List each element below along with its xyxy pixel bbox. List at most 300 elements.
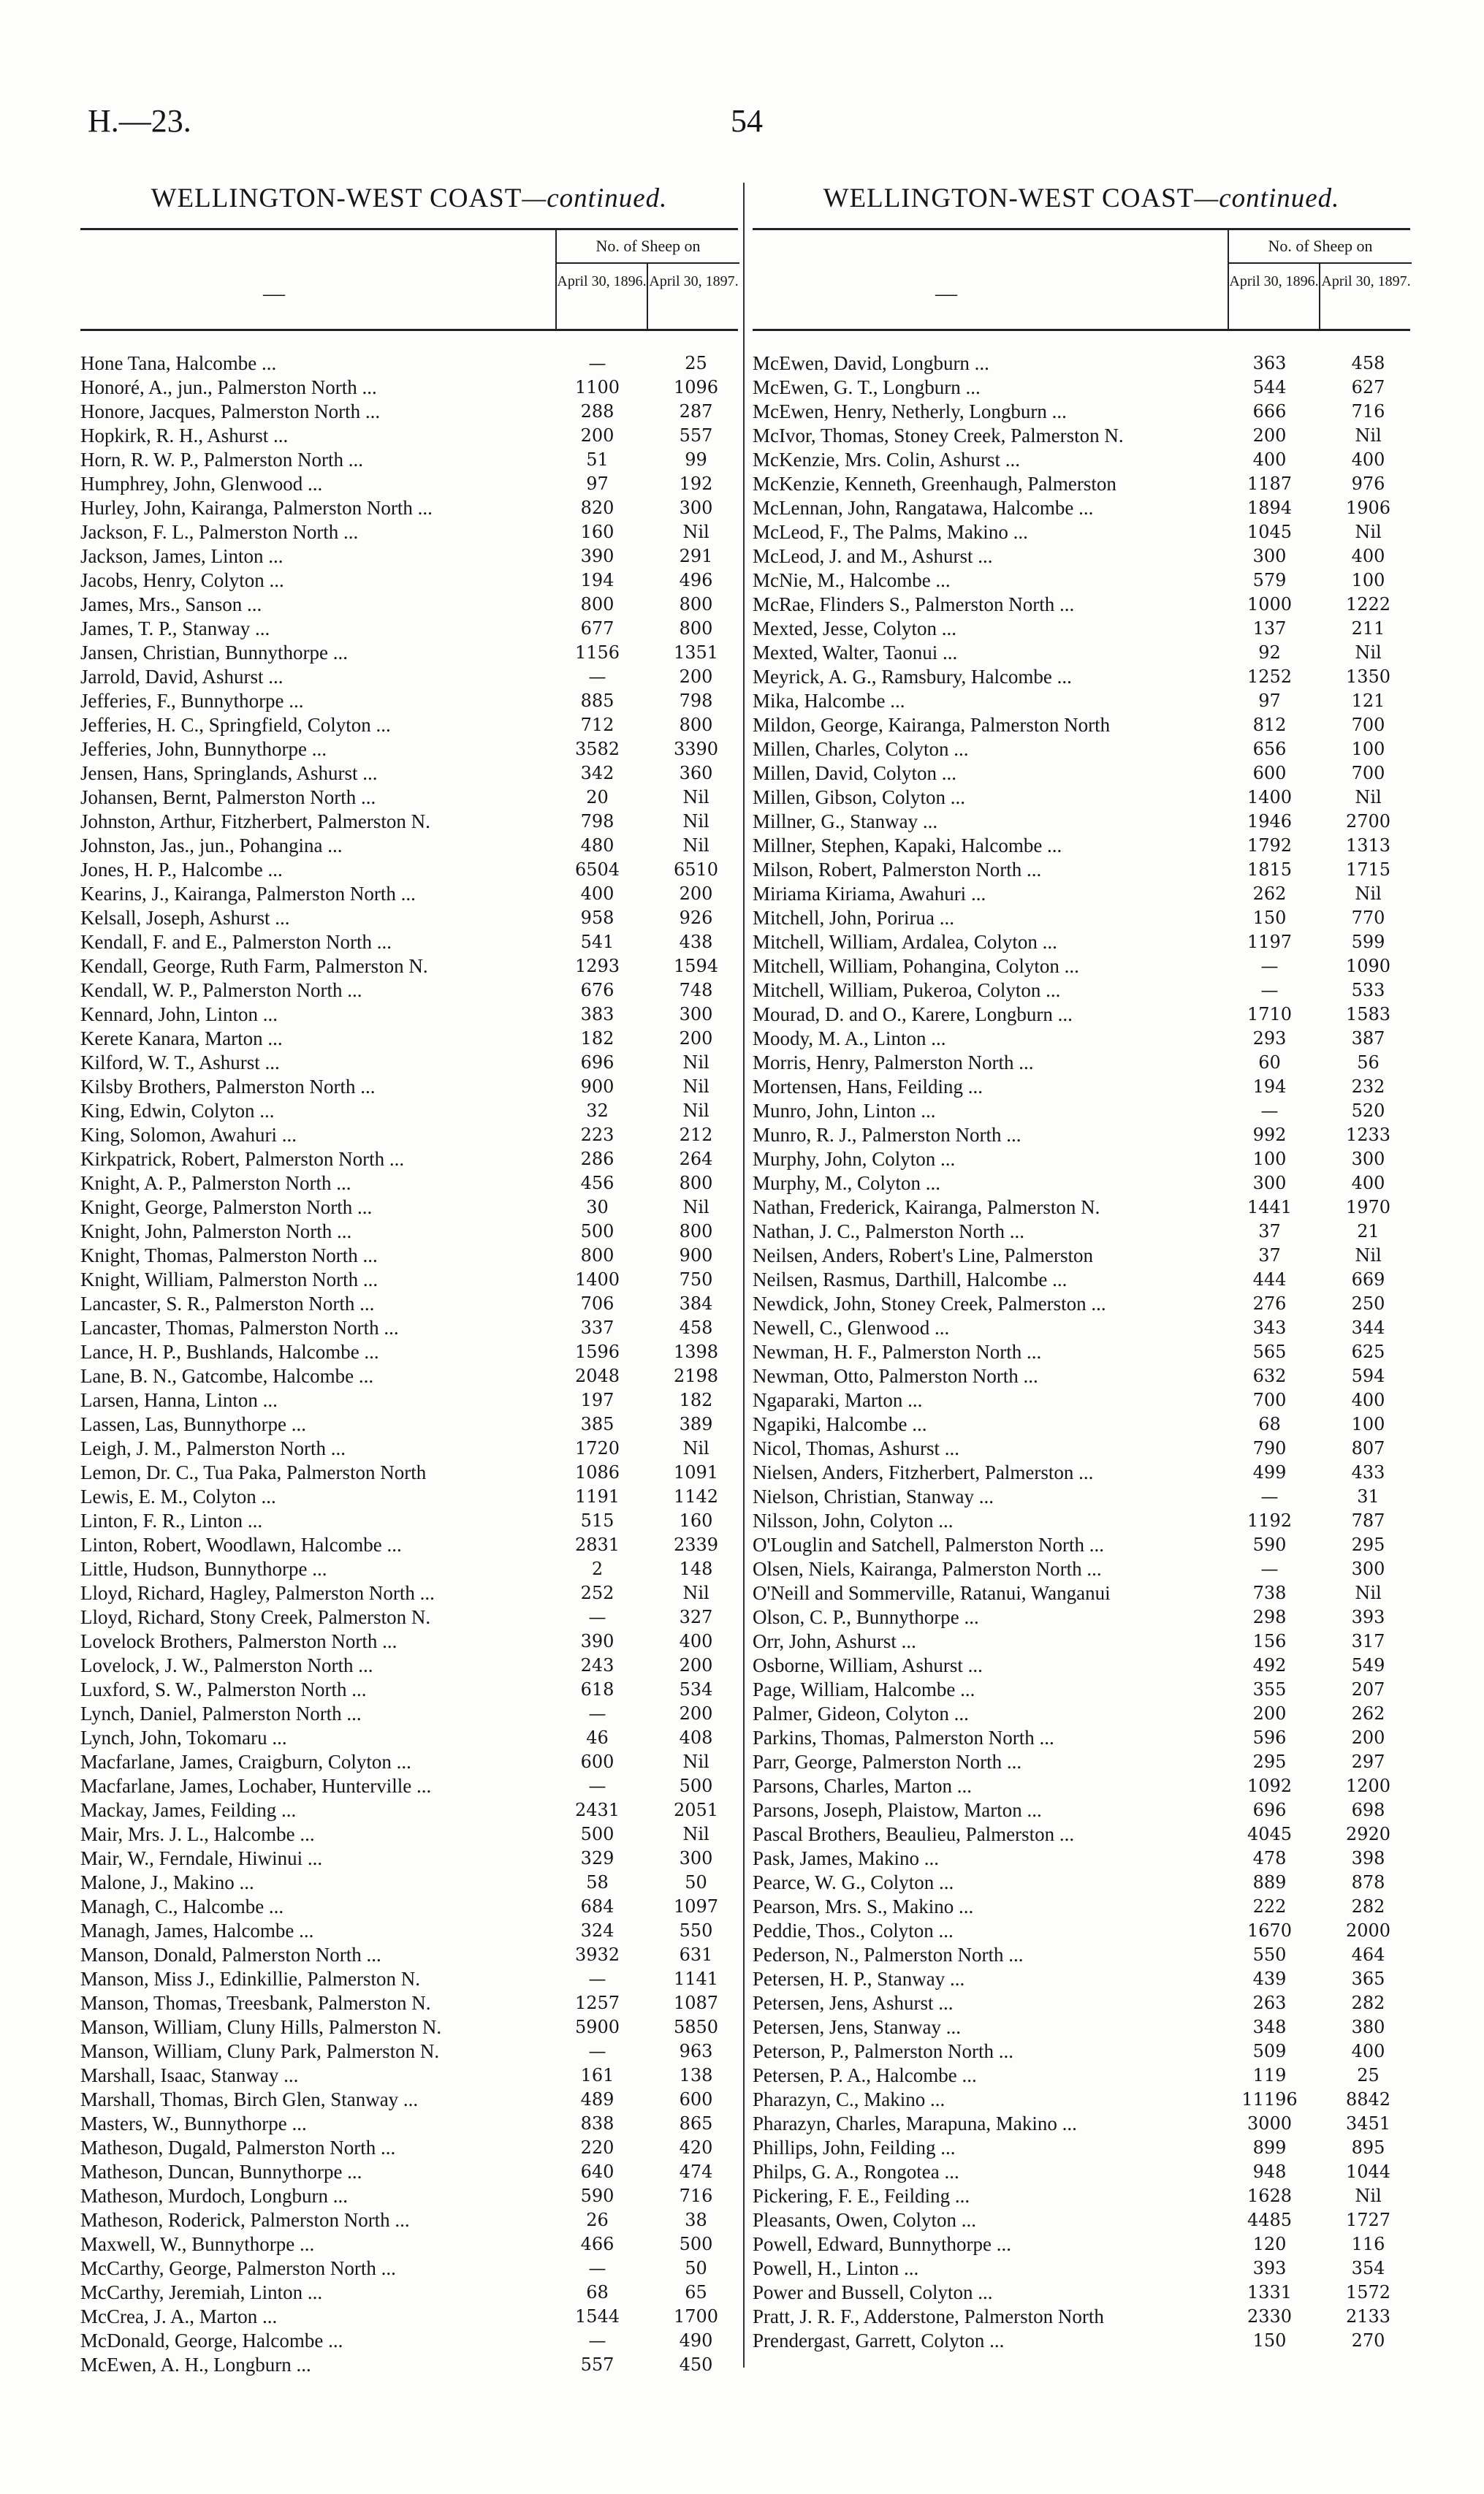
page-number: 54 <box>731 103 763 139</box>
sheep-count-1896: 262 <box>1252 883 1287 904</box>
sheep-count-1897: 500 <box>679 1776 713 1796</box>
sheep-count-1897: Nil <box>1355 1245 1382 1266</box>
table-row <box>753 2232 1410 2257</box>
owner-name: Petersen, Jens, Ashurst ... <box>753 1992 954 2014</box>
owner-name: Millner, G., Stanway ... <box>753 810 938 832</box>
sheep-count-1897: 380 <box>1351 2017 1385 2037</box>
table-row <box>80 1388 738 1413</box>
sheep-count-1897: 270 <box>1351 2330 1385 2351</box>
sheep-count-1897: 408 <box>679 1727 713 1748</box>
table-row <box>753 1871 1410 1895</box>
sheep-count-1897: 700 <box>1351 763 1385 783</box>
owner-name: Managh, C., Halcombe ... <box>80 1896 284 1917</box>
owner-name: Pederson, N., Palmerston North ... <box>753 1944 1024 1966</box>
owner-name: McLeod, F., The Palms, Makino ... <box>753 521 1028 543</box>
sheep-count-1896: 348 <box>1252 2017 1287 2037</box>
table-row <box>80 1075 738 1099</box>
owner-name: Pearce, W. G., Colyton ... <box>753 1871 954 1893</box>
owner-name: Jones, H. P., Halcombe ... <box>80 859 283 881</box>
sheep-count-1896: 1544 <box>574 2306 620 2327</box>
sheep-count-1897: 200 <box>679 666 713 687</box>
sheep-count-1896: 899 <box>1252 2137 1287 2158</box>
owner-name: Manson, Thomas, Treesbank, Palmerston N. <box>80 1992 431 2014</box>
owner-name: Nielson, Christian, Stanway ... <box>753 1486 994 1508</box>
table-row <box>753 569 1410 593</box>
sheep-count-1896: 100 <box>1252 1149 1287 1169</box>
table-row <box>753 617 1410 641</box>
table-row <box>753 1027 1410 1051</box>
table-row <box>80 1750 738 1774</box>
table-row <box>753 1147 1410 1171</box>
sheep-count-1896: 263 <box>1252 1993 1287 2013</box>
table-row <box>80 2184 738 2208</box>
owner-name: Murphy, John, Colyton ... <box>753 1148 956 1170</box>
owner-name: Lewis, E. M., Colyton ... <box>80 1486 276 1508</box>
table-row <box>80 2160 738 2184</box>
sheep-count-1897: 1141 <box>673 1969 719 1989</box>
table-row <box>753 1895 1410 1919</box>
sheep-count-1897: 900 <box>679 1245 713 1266</box>
sheep-count-1897: 1970 <box>1345 1197 1391 1217</box>
sheep-count-1897: 1142 <box>673 1486 719 1507</box>
owner-name: Kearins, J., Kairanga, Palmerston North ... <box>80 883 416 905</box>
table-row <box>80 617 738 641</box>
owner-name: Lance, H. P., Bushlands, Halcombe ... <box>80 1341 379 1363</box>
table-row <box>80 713 738 737</box>
table-row <box>80 737 738 761</box>
table-row <box>80 1774 738 1798</box>
table-row <box>753 1268 1410 1292</box>
sheep-count-1896: — <box>588 353 606 373</box>
table-row <box>80 496 738 520</box>
table-row <box>753 1967 1410 1991</box>
sheep-count-1896: 97 <box>586 474 609 494</box>
owner-name: Lynch, John, Tokomaru ... <box>80 1727 287 1749</box>
sheep-count-1897: 496 <box>679 570 713 590</box>
owner-name: Linton, F. R., Linton ... <box>80 1510 263 1532</box>
sheep-count-1897: Nil <box>682 1438 709 1459</box>
table-row <box>753 2329 1410 2353</box>
sheep-count-1897: 533 <box>1351 980 1385 1000</box>
table-row <box>753 2160 1410 2184</box>
table-row <box>753 1533 1410 1557</box>
sheep-count-1897: 750 <box>679 1269 713 1290</box>
table-row <box>753 2257 1410 2281</box>
table-row <box>80 544 738 569</box>
sheep-count-1896: 1894 <box>1247 498 1293 518</box>
sheep-count-1896: 1628 <box>1247 2186 1293 2206</box>
sheep-count-1897: 474 <box>679 2162 713 2182</box>
owner-name: Milson, Robert, Palmerston North ... <box>753 859 1042 881</box>
table-row <box>753 400 1410 424</box>
owner-name: Pascal Brothers, Beaulieu, Palmerston ... <box>753 1823 1075 1845</box>
sheep-count-1897: 557 <box>679 425 713 446</box>
table-row <box>753 978 1410 1003</box>
owner-name: Leigh, J. M., Palmerston North ... <box>80 1437 346 1459</box>
owner-name: King, Solomon, Awahuri ... <box>80 1124 297 1146</box>
sheep-count-1896: 343 <box>1252 1318 1287 1338</box>
sheep-count-1896: 1197 <box>1247 932 1293 952</box>
table-row <box>80 1099 738 1123</box>
sheep-count-1897: 1044 <box>1345 2162 1391 2182</box>
owner-name: Maxwell, W., Bunnythorpe ... <box>80 2233 315 2255</box>
table-body <box>753 351 1410 2353</box>
owner-name: Lancaster, Thomas, Palmerston North ... <box>80 1317 399 1339</box>
table-row <box>80 2305 738 2329</box>
table-row <box>80 472 738 496</box>
sheep-count-1896: — <box>588 1969 606 1989</box>
column-1896-header: April 30, 1896. <box>557 264 648 329</box>
sheep-count-1896: 383 <box>580 1004 614 1024</box>
owner-name: Lloyd, Richard, Stony Creek, Palmerston N. <box>80 1606 431 1628</box>
sheep-count-1896: 676 <box>580 980 614 1000</box>
table-row <box>80 930 738 954</box>
table-row <box>753 1388 1410 1413</box>
table-row <box>753 786 1410 810</box>
table-row <box>80 1147 738 1171</box>
owner-name: Power and Bussell, Colyton ... <box>753 2281 993 2303</box>
column-1897-header: April 30, 1897. <box>1321 273 1411 289</box>
sheep-count-1897: 800 <box>679 618 713 639</box>
table-row <box>753 2305 1410 2329</box>
sheep-count-1896: 223 <box>580 1125 614 1145</box>
sheep-count-1897: 549 <box>1351 1655 1385 1676</box>
sheep-count-1897: 182 <box>679 1390 713 1410</box>
sheep-count-1896: 579 <box>1252 570 1287 590</box>
sheep-count-1897: 594 <box>1351 1366 1385 1386</box>
sheep-count-1896: — <box>588 1776 606 1796</box>
table-row <box>80 906 738 930</box>
sheep-count-1897: 327 <box>679 1607 713 1627</box>
table-row <box>753 2112 1410 2136</box>
owner-name: Mexted, Jesse, Colyton ... <box>753 617 956 639</box>
table-row <box>80 1702 738 1726</box>
sheep-count-1897: 400 <box>679 1631 713 1651</box>
table-row <box>80 1364 738 1388</box>
sheep-count-1896: 400 <box>580 883 614 904</box>
sheep-count-1897: 2700 <box>1345 811 1391 832</box>
sheep-count-1896: 3932 <box>574 1944 620 1965</box>
table-row <box>80 978 738 1003</box>
sheep-count-1896: 656 <box>1252 739 1287 759</box>
sheep-count-1897: 800 <box>679 594 713 615</box>
sheep-count-1896: 492 <box>1252 1655 1287 1676</box>
table-row <box>80 1461 738 1485</box>
table-row <box>753 1340 1410 1364</box>
sheep-count-1897: 160 <box>679 1510 713 1531</box>
page-header <box>88 102 1425 153</box>
sheep-count-1896: 390 <box>580 546 614 566</box>
sheep-count-1897: 600 <box>679 2089 713 2110</box>
sheep-count-1896: 150 <box>1252 908 1287 928</box>
sheep-count-1896: — <box>588 666 606 687</box>
sheep-count-1897: 464 <box>1351 1944 1385 1965</box>
owner-name: Humphrey, John, Glenwood ... <box>80 473 323 495</box>
sheep-count-1896: 889 <box>1252 1872 1287 1893</box>
table-row <box>753 376 1410 400</box>
owner-name: Kelsall, Joseph, Ashurst ... <box>80 907 290 929</box>
sheep-count-1896: 838 <box>580 2113 614 2134</box>
sheep-count-1897: Nil <box>682 787 709 807</box>
sheep-count-1896: 812 <box>1252 715 1287 735</box>
sheep-count-1897: 50 <box>685 2258 707 2278</box>
sheep-count-1897: 500 <box>679 2234 713 2254</box>
sheep-count-1896: 618 <box>580 1679 614 1700</box>
owner-name: Pask, James, Makino ... <box>753 1847 939 1869</box>
owner-name: Munro, R. J., Palmerston North ... <box>753 1124 1021 1146</box>
sheep-count-1897: 50 <box>685 1872 707 1893</box>
sheep-count-1896: 1192 <box>1247 1510 1293 1531</box>
sheep-count-1897: 100 <box>1351 739 1385 759</box>
table-row <box>753 1919 1410 1943</box>
sheep-count-1896: 1100 <box>574 377 620 398</box>
table-row <box>753 2208 1410 2232</box>
sheep-count-1897: 21 <box>1357 1221 1380 1242</box>
table-row <box>753 810 1410 834</box>
name-column-header: — <box>935 281 957 305</box>
sheep-count-1897: 599 <box>1351 932 1385 952</box>
sheep-count-1896: 541 <box>580 932 614 952</box>
table-row <box>80 1051 738 1075</box>
sheep-count-1897: 25 <box>685 353 707 373</box>
sheep-count-1896: 120 <box>1252 2234 1287 2254</box>
table-row <box>80 1316 738 1340</box>
sheep-count-header <box>1228 230 1412 329</box>
table-row <box>80 376 738 400</box>
sheep-count-1896: 1400 <box>574 1269 620 1290</box>
table-row <box>80 2353 738 2377</box>
owner-name: Millner, Stephen, Kapaki, Halcombe ... <box>753 834 1062 856</box>
table-row <box>753 1051 1410 1075</box>
owner-name: Newman, Otto, Palmerston North ... <box>753 1365 1038 1387</box>
sheep-count-1896: 590 <box>1252 1535 1287 1555</box>
sheep-count-1897: 8842 <box>1345 2089 1391 2110</box>
sheep-count-1897: Nil <box>1355 1583 1382 1603</box>
sheep-count-1896: 499 <box>1252 1462 1287 1483</box>
owner-name: Pharazyn, Charles, Marapuna, Makino ... <box>753 2113 1077 2134</box>
table-row <box>753 1003 1410 1027</box>
sheep-count-1896: 632 <box>1252 1366 1287 1386</box>
owner-name: Jarrold, David, Ashurst ... <box>80 666 284 688</box>
sheep-count-1897: 770 <box>1351 908 1385 928</box>
sheep-count-1897: 400 <box>1351 449 1385 470</box>
sheep-count-1897: 865 <box>679 2113 713 2134</box>
table-title: WELLINGTON-WEST COAST—continued. <box>823 183 1340 213</box>
owner-name: Newell, C., Glenwood ... <box>753 1317 950 1339</box>
owner-name: Parkins, Thomas, Palmerston North ... <box>753 1727 1054 1749</box>
sheep-count-1896: 1187 <box>1247 474 1293 494</box>
table-row <box>753 448 1410 472</box>
owner-name: Jackson, F. L., Palmerston North ... <box>80 521 359 543</box>
owner-name: Ngaparaki, Marton ... <box>753 1389 923 1411</box>
sheep-count-1897: 200 <box>679 1655 713 1676</box>
owner-name: Neilsen, Rasmus, Darthill, Halcombe ... <box>753 1269 1068 1290</box>
owner-name: Jefferies, H. C., Springfield, Colyton ... <box>80 714 391 736</box>
owner-name: Pharazyn, C., Makino ... <box>753 2088 945 2110</box>
sheep-count-1896: 1000 <box>1247 594 1293 615</box>
table-row <box>80 593 738 617</box>
sheep-count-1897: 400 <box>1351 1390 1385 1410</box>
sheep-count-1897: 1350 <box>1345 666 1391 687</box>
table-row <box>753 1413 1410 1437</box>
owner-name: Murphy, M., Colyton ... <box>753 1172 941 1194</box>
table-row <box>80 569 738 593</box>
sheep-count-1896: 200 <box>580 425 614 446</box>
sheep-count-1897: 398 <box>1351 1848 1385 1868</box>
sheep-count-1897: 1097 <box>673 1896 719 1917</box>
sheep-count-1896: — <box>588 2330 606 2351</box>
sheep-count-1896: 444 <box>1252 1269 1287 1290</box>
table-row <box>753 761 1410 786</box>
sheep-count-1897: 211 <box>1351 618 1385 639</box>
sheep-count-1897: Nil <box>682 811 709 832</box>
sheep-group-label: No. of Sheep on <box>557 230 739 264</box>
sheep-count-1896: 696 <box>1252 1800 1287 1820</box>
sheep-count-1896: 544 <box>1252 377 1287 398</box>
owner-name: Horn, R. W. P., Palmerston North ... <box>80 449 364 471</box>
table-row <box>753 2015 1410 2039</box>
sheep-count-1897: 458 <box>1351 353 1385 373</box>
column-divider <box>743 183 745 2368</box>
owner-name: Matheson, Dugald, Palmerston North ... <box>80 2137 396 2159</box>
sheep-count-1897: 534 <box>679 1679 713 1700</box>
sheep-count-1896: 800 <box>580 1245 614 1266</box>
sheep-count-1896: 342 <box>580 763 614 783</box>
owner-name: Larsen, Hanna, Linton ... <box>80 1389 278 1411</box>
sheep-count-1896: 1441 <box>1247 1197 1293 1217</box>
sheep-count-1897: Nil <box>682 1583 709 1603</box>
sheep-count-1896: 666 <box>1252 401 1287 422</box>
sheep-count-1897: 148 <box>679 1559 713 1579</box>
owner-name: Mildon, George, Kairanga, Palmerston North <box>753 714 1111 736</box>
sheep-count-1896: 557 <box>580 2354 614 2375</box>
sheep-count-1896: 295 <box>1252 1752 1287 1772</box>
sheep-count-1896: 1815 <box>1247 859 1293 880</box>
table-row <box>80 1268 738 1292</box>
table-row <box>753 1316 1410 1340</box>
table-row <box>80 1726 738 1750</box>
table-row <box>753 520 1410 544</box>
sheep-count-1896: 252 <box>580 1583 614 1603</box>
table-row <box>80 2232 738 2257</box>
owner-name: McRae, Flinders S., Palmerston North ... <box>753 593 1075 615</box>
owner-name: Mortensen, Hans, Feilding ... <box>753 1076 983 1098</box>
owner-name: Lynch, Daniel, Palmerston North ... <box>80 1703 362 1725</box>
owner-name: Newdick, John, Stoney Creek, Palmerston ... <box>753 1293 1106 1315</box>
sheep-count-1896: 500 <box>580 1824 614 1844</box>
table-row <box>753 1171 1410 1195</box>
table-row <box>80 1581 738 1605</box>
owner-name: McEwen, G. T., Longburn ... <box>753 376 981 398</box>
sheep-count-1896: 677 <box>580 618 614 639</box>
sheep-count-1897: 200 <box>679 1028 713 1049</box>
sheep-count-1897: 264 <box>679 1149 713 1169</box>
sheep-count-1897: 31 <box>1357 1486 1380 1507</box>
document-reference: H.—23. <box>88 103 191 139</box>
owner-name: McKenzie, Kenneth, Greenhaugh, Palmerston <box>753 473 1116 495</box>
sheep-count-1897: 300 <box>679 1848 713 1868</box>
sheep-count-1897: 99 <box>685 449 707 470</box>
sheep-count-1896: 515 <box>580 1510 614 1531</box>
sheep-count-1897: Nil <box>1355 883 1382 904</box>
table-row <box>80 1654 738 1678</box>
owner-name: McCrea, J. A., Marton ... <box>80 2305 278 2327</box>
table-row <box>753 1750 1410 1774</box>
sheep-count-1897: 200 <box>679 883 713 904</box>
sheep-count-1897: Nil <box>682 522 709 542</box>
sheep-count-1897: 287 <box>679 401 713 422</box>
sheep-count-1896: 1946 <box>1247 811 1293 832</box>
sheep-count-1897: 627 <box>1351 377 1385 398</box>
sheep-count-1896: 958 <box>580 908 614 928</box>
owner-name: Manson, Donald, Palmerston North ... <box>80 1944 381 1966</box>
table-row <box>753 2064 1410 2088</box>
sheep-count-1897: 420 <box>679 2137 713 2158</box>
owner-name: Mexted, Walter, Taonui ... <box>753 642 958 664</box>
sheep-count-1896: — <box>588 1703 606 1724</box>
owner-name: Petersen, H. P., Stanway ... <box>753 1968 965 1990</box>
owner-name: Managh, James, Halcombe ... <box>80 1920 314 1942</box>
table-row <box>753 2088 1410 2112</box>
table-row <box>80 2281 738 2305</box>
sheep-count-1896: 820 <box>580 498 614 518</box>
owner-name: Mourad, D. and O., Karere, Longburn ... <box>753 1003 1073 1025</box>
sheep-count-1896: 324 <box>580 1920 614 1941</box>
owner-name: Honore, Jacques, Palmerston North ... <box>80 400 381 422</box>
owner-name: Hopkirk, R. H., Ashurst ... <box>80 425 289 446</box>
table-row <box>80 400 738 424</box>
sheep-count-1896: — <box>588 1607 606 1627</box>
sheep-count-1897: 700 <box>1351 715 1385 735</box>
sheep-count-1896: 640 <box>580 2162 614 2182</box>
table-row <box>753 2184 1410 2208</box>
owner-name: Miriama Kiriama, Awahuri ... <box>753 883 986 905</box>
owner-name: Mitchell, William, Ardalea, Colyton ... <box>753 931 1057 953</box>
owner-name: Philps, G. A., Rongotea ... <box>753 2161 959 2183</box>
sheep-count-1896: 1710 <box>1247 1004 1293 1024</box>
sheep-count-1897: 1090 <box>1345 956 1391 976</box>
owner-name: McLennan, John, Rangatawa, Halcombe ... <box>753 497 1094 519</box>
owner-name: Jefferies, F., Bunnythorpe ... <box>80 690 304 712</box>
sheep-count-1897: 384 <box>679 1293 713 1314</box>
table-row <box>753 1123 1410 1147</box>
table-row <box>753 2281 1410 2305</box>
sheep-count-1896: 60 <box>1258 1052 1281 1073</box>
sheep-count-1896: 298 <box>1252 1607 1287 1627</box>
sheep-count-1896: 6504 <box>574 859 620 880</box>
sheep-count-1896: 4485 <box>1247 2210 1293 2230</box>
sheep-count-1897: 1222 <box>1345 594 1391 615</box>
owner-name: Mair, Mrs. J. L., Halcombe ... <box>80 1823 315 1845</box>
owner-name: McEwen, A. H., Longburn ... <box>80 2354 311 2376</box>
sheep-count-1897: 798 <box>679 691 713 711</box>
sheep-count-1897: 207 <box>1351 1679 1385 1700</box>
sheep-count-1897: 389 <box>679 1414 713 1434</box>
sheep-count-1896: 300 <box>1252 546 1287 566</box>
sheep-count-1897: Nil <box>682 1824 709 1844</box>
table-row <box>80 1123 738 1147</box>
owner-name: Johansen, Bernt, Palmerston North ... <box>80 786 376 808</box>
owner-name: Osborne, William, Ashurst ... <box>753 1654 983 1676</box>
sheep-count-1897: 698 <box>1351 1800 1385 1820</box>
sheep-count-1896: 596 <box>1252 1727 1287 1748</box>
sheep-count-1897: 458 <box>679 1318 713 1338</box>
sheep-count-1896: 400 <box>1252 449 1287 470</box>
sheep-count-1896: 150 <box>1252 2330 1287 2351</box>
owner-name: Nielsen, Anders, Fitzherbert, Palmerston ... <box>753 1461 1094 1483</box>
sheep-count-1897: Nil <box>682 1052 709 1073</box>
sheep-count-1896: 1092 <box>1247 1776 1293 1796</box>
